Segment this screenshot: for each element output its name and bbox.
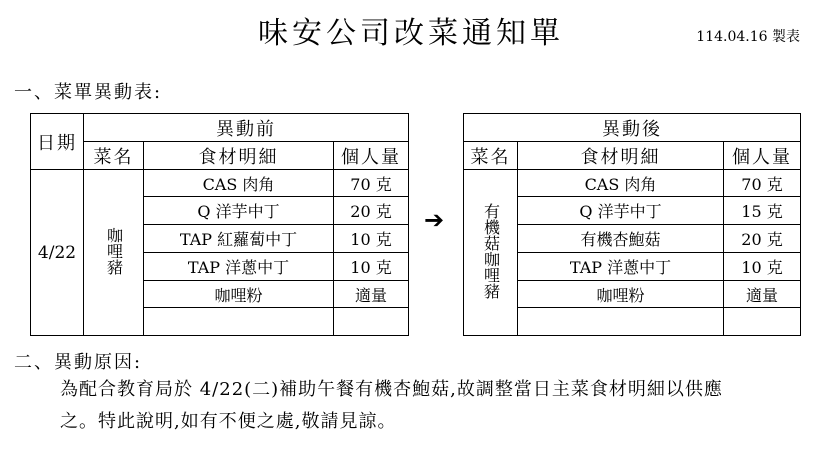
before-dish-name: 咖哩豬 bbox=[104, 226, 124, 275]
after-dish-cell bbox=[464, 170, 518, 336]
amount-cell: 10 克 bbox=[334, 253, 409, 281]
ingredient-cell bbox=[144, 308, 334, 336]
ingredient-cell: 有機杏鮑菇 bbox=[518, 225, 724, 253]
document-title: 味安公司改菜通知單 bbox=[258, 16, 564, 51]
amount-cell: 70 克 bbox=[724, 170, 801, 197]
amount-cell: 20 克 bbox=[724, 225, 801, 253]
amount-cell: 70 克 bbox=[334, 170, 409, 197]
before-group-header: 異動前 bbox=[84, 114, 409, 142]
ingredient-cell: CAS 肉角 bbox=[144, 170, 334, 197]
ingredients-column-header: 食材明細 bbox=[518, 142, 724, 170]
amount-cell: 20 克 bbox=[334, 197, 409, 225]
amount-cell: 10 克 bbox=[334, 225, 409, 253]
menu-date: 4/22 bbox=[31, 170, 84, 336]
amount-cell: 15 克 bbox=[724, 197, 801, 225]
before-change-table bbox=[30, 113, 409, 336]
amount-column-header: 個人量 bbox=[334, 142, 409, 170]
reason-line-1: 為配合教育局於 4/22(二)補助午餐有機杏鮑菇,故調整當日主菜食材明細以供應 bbox=[60, 379, 723, 400]
after-change-table bbox=[463, 113, 801, 336]
date-column-header: 日期 bbox=[31, 114, 84, 170]
section-2-heading: 二、異動原因: bbox=[14, 352, 143, 373]
ingredient-cell: 咖哩粉 bbox=[144, 281, 334, 308]
amount-cell bbox=[334, 308, 409, 336]
ingredient-cell: TAP 紅蘿蔔中丁 bbox=[144, 225, 334, 253]
ingredient-cell: TAP 洋蔥中丁 bbox=[518, 253, 724, 281]
amount-cell: 10 克 bbox=[724, 253, 801, 281]
ingredient-cell bbox=[518, 308, 724, 336]
reason-line-2: 之。特此說明,如有不便之處,敬請見諒。 bbox=[60, 411, 397, 432]
document-date: 114.04.16 製表 bbox=[696, 29, 800, 45]
dish-column-header: 菜名 bbox=[464, 142, 518, 170]
amount-cell: 適量 bbox=[724, 281, 801, 308]
after-dish-name: 有機菇咖哩豬 bbox=[481, 202, 501, 299]
amount-column-header: 個人量 bbox=[724, 142, 801, 170]
change-reason-text bbox=[60, 374, 810, 438]
amount-cell: 適量 bbox=[334, 281, 409, 308]
ingredient-cell: 咖哩粉 bbox=[518, 281, 724, 308]
after-group-header: 異動後 bbox=[464, 114, 801, 142]
ingredients-column-header: 食材明細 bbox=[144, 142, 334, 170]
ingredient-cell: CAS 肉角 bbox=[518, 170, 724, 197]
amount-cell bbox=[724, 308, 801, 336]
ingredient-cell: Q 洋芋中丁 bbox=[518, 197, 724, 225]
ingredient-cell: TAP 洋蔥中丁 bbox=[144, 253, 334, 281]
ingredient-cell: Q 洋芋中丁 bbox=[144, 197, 334, 225]
before-dish-cell bbox=[84, 170, 144, 336]
section-1-heading: 一、菜單異動表: bbox=[14, 82, 163, 103]
change-arrow-icon: ➔ bbox=[424, 206, 445, 234]
dish-column-header: 菜名 bbox=[84, 142, 144, 170]
